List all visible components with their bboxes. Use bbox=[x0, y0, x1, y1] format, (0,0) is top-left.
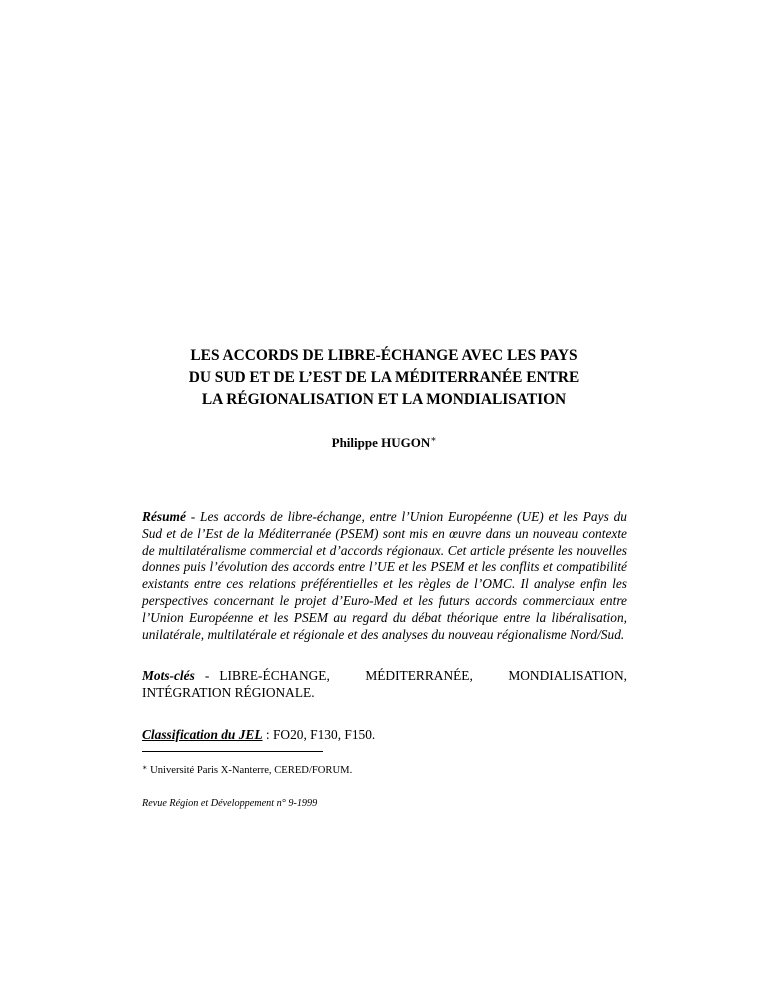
keyword-3: MONDIALISATION, bbox=[508, 668, 627, 683]
abstract-label: Résumé bbox=[142, 509, 186, 524]
footnote-divider bbox=[142, 751, 323, 752]
keywords bbox=[142, 668, 627, 702]
keywords-separator: - bbox=[204, 668, 210, 683]
keyword-2: MÉDITERRANÉE, bbox=[365, 668, 473, 683]
keywords-lead bbox=[142, 668, 330, 685]
title-line-1: LES ACCORDS DE LIBRE-ÉCHANGE AVEC LES PAYS bbox=[190, 347, 578, 364]
footnote-mark: ∗ bbox=[142, 763, 148, 772]
jel-classification bbox=[142, 727, 627, 744]
title-line-3: LA RÉGIONALISATION ET LA MONDIALISATION bbox=[201, 391, 567, 408]
footnote-text: Université Paris X-Nanterre, CERED/FORUM. bbox=[147, 765, 353, 776]
keywords-label: Mots-clés bbox=[142, 668, 195, 683]
abstract bbox=[142, 509, 627, 643]
jel-codes: : FO20, F130, F150. bbox=[262, 727, 376, 742]
journal-reference: Revue Région et Développement n° 9-1999 bbox=[142, 798, 318, 809]
keywords-row bbox=[142, 668, 627, 685]
footnote bbox=[142, 761, 627, 778]
author-line bbox=[100, 431, 668, 451]
article-title bbox=[100, 345, 668, 411]
keyword-1: LIBRE-ÉCHANGE, bbox=[219, 668, 330, 683]
author-footnote-mark: ∗ bbox=[430, 434, 437, 444]
abstract-separator: - bbox=[185, 509, 201, 524]
keyword-4: INTÉGRATION RÉGIONALE. bbox=[142, 684, 315, 700]
author-name: Philippe HUGON bbox=[331, 435, 431, 450]
jel-label: Classification du JEL bbox=[142, 727, 263, 742]
abstract-text: Les accords de libre-échange, entre l’Union Européenne (UE) et les Pays du Sud et de l’Est de la Méditerranée (PSEM) sont mis en œuvre dans un nouveau contexte de multilatéralisme commercial et d’accords régionaux. Cet article présente les nouvelles donnes puis l’évolution des accords entre l’UE et les PSEM et les conflits et compatibilité existants entre ces relations préférentielles et les règles de l’OMC. Il analyse enfin les perspectives concernant le projet d’Euro-Med et les futurs accords commerciaux entre l’Union Européenne et les PSEM au regard du débat théorique entre la libéralisation, unilatérale, multilatérale et régionale et des analyses du nouveau régionalisme Nord/Sud. bbox=[142, 509, 627, 642]
title-line-2: DU SUD ET DE L’EST DE LA MÉDITERRANÉE ENTRE bbox=[188, 369, 580, 386]
